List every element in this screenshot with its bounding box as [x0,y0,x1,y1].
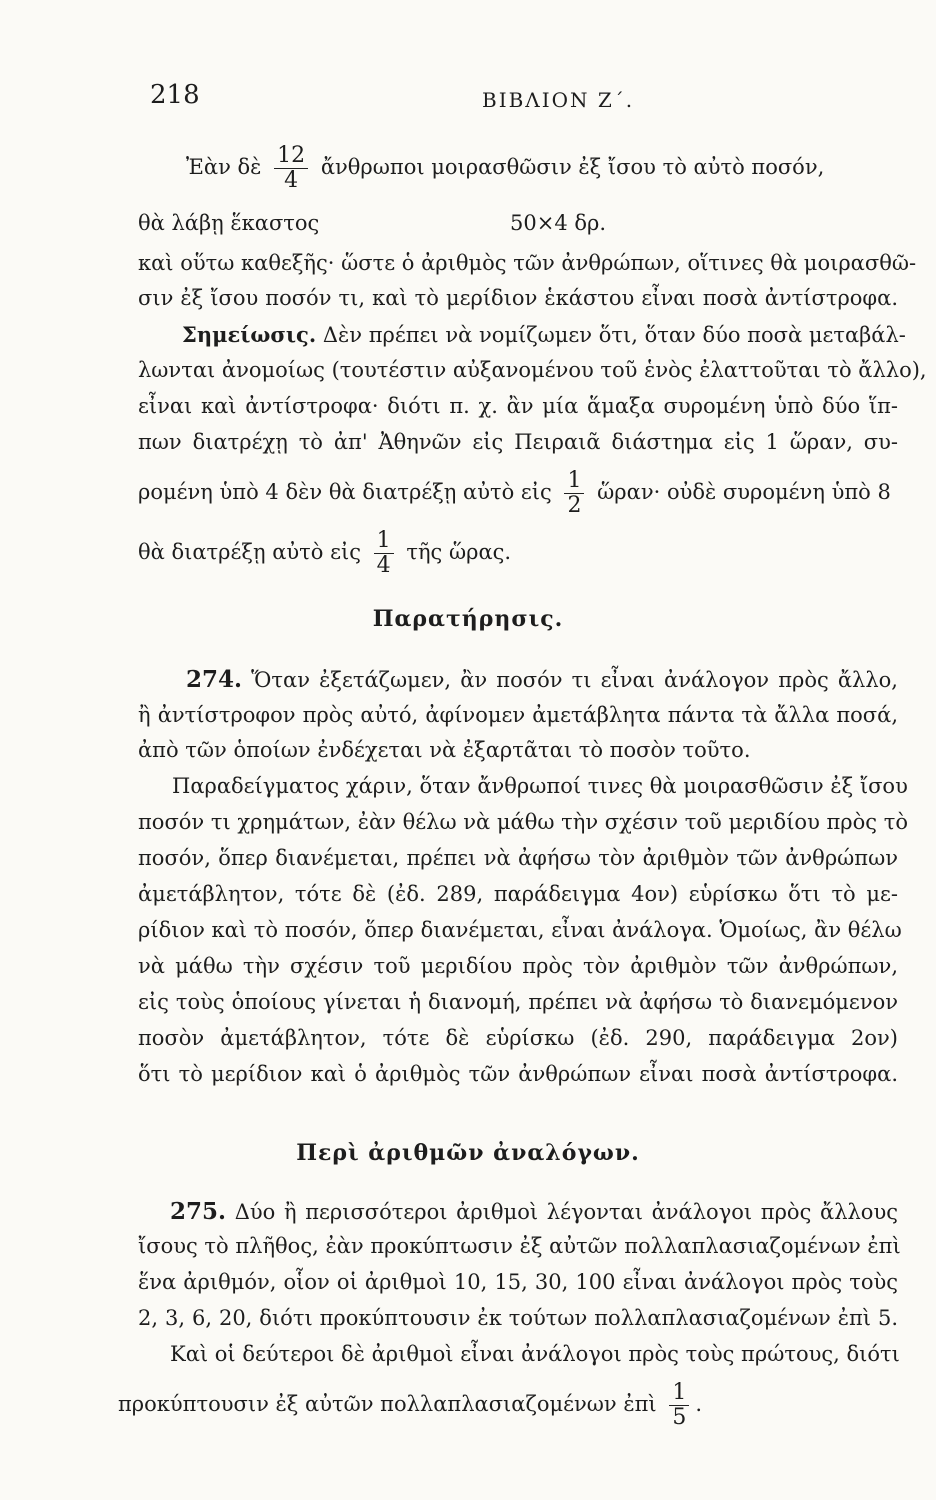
text-line [138,530,898,577]
text-span: θὰ λάβῃ ἕκαστος [138,211,320,235]
text-span: Δύο ἢ περισσότεροι ἀριθμοὶ λέγονται ἀνάλογοι πρὸς ἄλλους [234,1200,898,1224]
text-line: νὰ μάθω τὴν σχέσιν τοῦ μεριδίου πρὸς τὸν ἀριθμὸν τῶν ἀνθρώπων, [138,954,898,978]
text-line: ἢ ἀντίστροφον πρὸς αὐτό, ἀφίνομεν ἀμετάβλητα πάντα τὰ ἄλλα ποσά, [138,703,898,727]
paragraph-number: 275. [170,1198,227,1225]
text-line: ποσόν, ὅπερ διανέμεται, πρέπει νὰ ἀφήσω τὸν ἀριθμὸν τῶν ἀνθρώπων [138,846,898,870]
text-line [170,1200,898,1223]
fraction [274,145,308,192]
text-span: . [695,1392,703,1416]
text-line [118,1382,898,1429]
text-line [138,213,898,234]
text-span: Ὅταν ἐξετάζωμεν, ἂν ποσόν τι εἶναι ἀνάλογον πρὸς ἄλλο, [251,668,898,692]
text-line: πων διατρέχῃ τὸ ἀπ' Ἀθηνῶν εἰς Πειραιᾶ διάστημα εἰς 1 ὥραν, συ- [138,430,898,454]
text-line: καὶ οὕτω καθεξῆς· ὥστε ὁ ἀριθμὸς τῶν ἀνθρώπων, οἵτινες θὰ μοιρασθῶ- [138,251,917,275]
text-span: τῆς ὥρας. [406,540,512,564]
text-line: Καὶ οἱ δεύτεροι δὲ ἀριθμοὶ εἶναι ἀνάλογοι πρὸς τοὺς πρώτους, διότι [170,1342,900,1366]
fraction [669,1382,689,1429]
fraction-numerator: 12 [274,145,308,169]
text-span: ρομένη ὑπὸ 4 δὲν θὰ διατρέξῃ αὐτὸ εἰς [138,480,552,504]
text-line [186,668,898,691]
fraction-numerator: 1 [669,1382,689,1406]
fraction [564,470,584,517]
text-line: σιν ἐξ ἴσου ποσόν τι, καὶ τὸ μερίδιον ἑκάστου εἶναι ποσὰ ἀντίστροφα. [138,286,898,310]
section-heading: Περὶ ἀριθμῶν ἀναλόγων. [296,1140,640,1166]
fraction-denominator: 4 [284,168,299,193]
paragraph-number: 274. [186,666,243,693]
text-line [138,470,898,517]
text-span: 50×4 δρ. [510,211,607,235]
text-line: ρίδιον καὶ τὸ ποσόν, ὅπερ διανέμεται, εἶναι ἀνάλογα. Ὁμοίως, ἂν θέλω [138,918,902,942]
text-line [182,322,906,347]
text-span: ἄνθρωποι μοιρασθῶσιν ἐξ ἴσου τὸ αὐτὸ ποσόν, [320,155,825,179]
fraction-numerator: 1 [374,530,394,554]
running-title: ΒΙΒΛΙΟΝ Ζ΄. [482,88,635,112]
fraction-numerator: 1 [564,470,584,494]
text-line: ποσόν τι χρημάτων, ἐὰν θέλω νὰ μάθω τὴν σχέσιν τοῦ μεριδίου πρὸς τὸ [138,810,908,834]
text-line: ἀμετάβλητον, τότε δὲ (ἐδ. 289, παράδειγμα 4ον) εὑρίσκω ὅτι τὸ με- [138,882,898,906]
text-line: εἰς τοὺς ὁποίους γίνεται ἡ διανομή, πρέπει νὰ ἀφήσω τὸ διανεμόμενον [138,990,898,1014]
text-line [186,145,898,192]
text-line: ποσὸν ἀμετάβλητον, τότε δὲ εὑρίσκω (ἐδ. 290, παράδειγμα 2ον) [138,1026,898,1050]
fraction-denominator: 4 [376,553,391,578]
text-line: Παραδείγματος χάριν, ὅταν ἄνθρωποί τινες θὰ μοιρασθῶσιν ἐξ ἴσου [172,774,908,798]
text-line: εἶναι καὶ ἀντίστροφα· διότι π. χ. ἂν μία ἅμαξα συρομένη ὑπὸ δύο ἵπ- [138,394,898,418]
fraction-denominator: 5 [672,1405,687,1430]
fraction [374,530,394,577]
text-span: προκύπτουσιν ἐξ αὐτῶν πολλαπλασιαζομένων ἐπὶ [118,1392,657,1416]
text-line: ὅτι τὸ μερίδιον καὶ ὁ ἀριθμὸς τῶν ἀνθρώπων εἶναι ποσὰ ἀντίστροφα. [138,1062,898,1086]
text-span: Δὲν πρέπει νὰ νομίζωμεν ὅτι, ὅταν δύο ποσὰ μεταβάλ- [322,323,906,347]
section-heading: Παρατήρησις. [372,606,564,632]
page-number: 218 [150,80,200,110]
note-label: Σημείωσις. [182,322,317,347]
fraction-denominator: 2 [567,493,582,518]
text-line: 2, 3, 6, 20, διότι προκύπτουσιν ἐκ τούτων πολλαπλασιαζομένων ἐπὶ 5. [138,1306,898,1330]
text-line: ἀπὸ τῶν ὁποίων ἐνδέχεται νὰ ἐξαρτᾶται τὸ ποσὸν τοῦτο. [138,738,751,762]
text-line: ἕνα ἀριθμόν, οἷον οἱ ἀριθμοὶ 10, 15, 30, 100 εἶναι ἀνάλογοι πρὸς τοὺς [138,1270,898,1294]
text-span: ὥραν· οὐδὲ συρομένη ὑπὸ 8 [597,480,891,504]
text-span: θὰ διατρέξῃ αὐτὸ εἰς [138,540,361,564]
text-line: ἴσους τὸ πλῆθος, ἐὰν προκύπτωσιν ἐξ αὐτῶν πολλαπλασιαζομένων ἐπὶ [138,1234,901,1258]
text-line: λωνται ἀνομοίως (τουτέστιν αὐξανομένου τοῦ ἑνὸς ἐλαττοῦται τὸ ἄλλο), [138,358,927,382]
text-span: Ἐὰν δὲ [186,155,262,179]
